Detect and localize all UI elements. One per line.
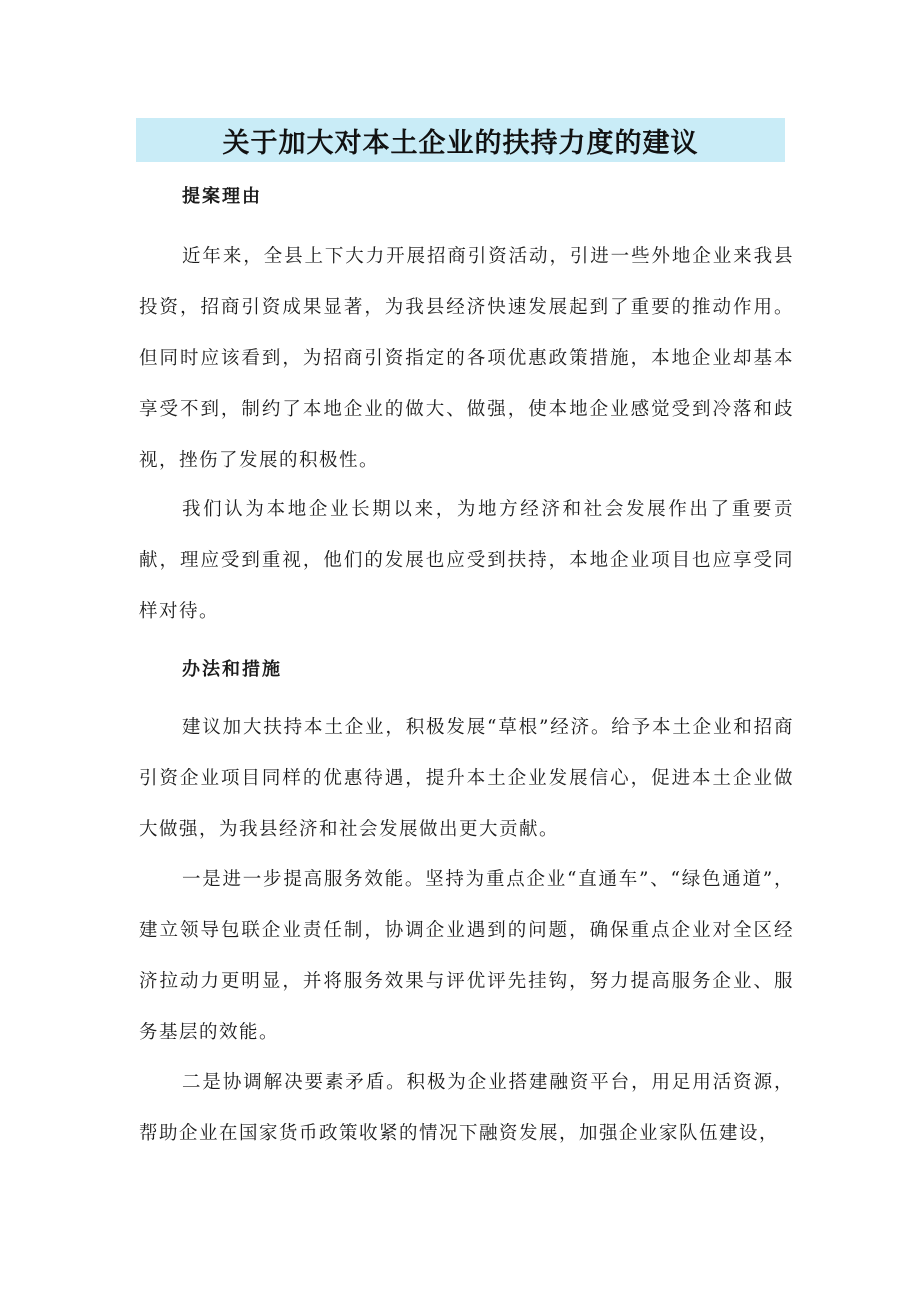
paragraph-reason-1: 近年来，全县上下大力开展招商引资活动，引进一些外地企业来我县投资，招商引资成果显著，为我县经济快速发展起到了重要的推动作用。但同时应该看到，为招商引资指定的各项优惠政策措施，本地企业却基本享受不到，制约了本地企业的做大、做强，使本地企业感觉受到冷落和歧视，挫伤了发展的积极性。: [139, 246, 794, 471]
section-heading-measures: 办法和措施: [182, 659, 282, 680]
section-heading-reason: 提案理由: [182, 186, 262, 207]
title-banner: [136, 118, 785, 162]
paragraph-measures-3: 二是协调解决要素矛盾。积极为企业搭建融资平台，用足用活资源，帮助企业在国家货币政策收紧的情况下融资发展，加强企业家队伍建设，: [139, 1072, 794, 1144]
paragraph-reason-2: 我们认为本地企业长期以来，为地方经济和社会发展作出了重要贡献，理应受到重视，他们的发展也应受到扶持，本地企业项目也应享受同样对待。: [139, 499, 794, 622]
paragraph-measures-2: 一是进一步提高服务效能。坚持为重点企业“直通车”、“绿色通道”，建立领导包联企业责任制，协调企业遇到的问题，确保重点企业对全区经济拉动力更明显，并将服务效果与评优评先挂钩，努力提高服务企业、服务基层的效能。: [139, 869, 794, 1043]
document-title: 关于加大对本土企业的扶持力度的建议: [222, 127, 699, 159]
paragraph-measures-1: 建议加大扶持本土企业，积极发展“草根”经济。给予本土企业和招商引资企业项目同样的优惠待遇，提升本土企业发展信心，促进本土企业做大做强，为我县经济和社会发展做出更大贡献。: [139, 717, 794, 840]
